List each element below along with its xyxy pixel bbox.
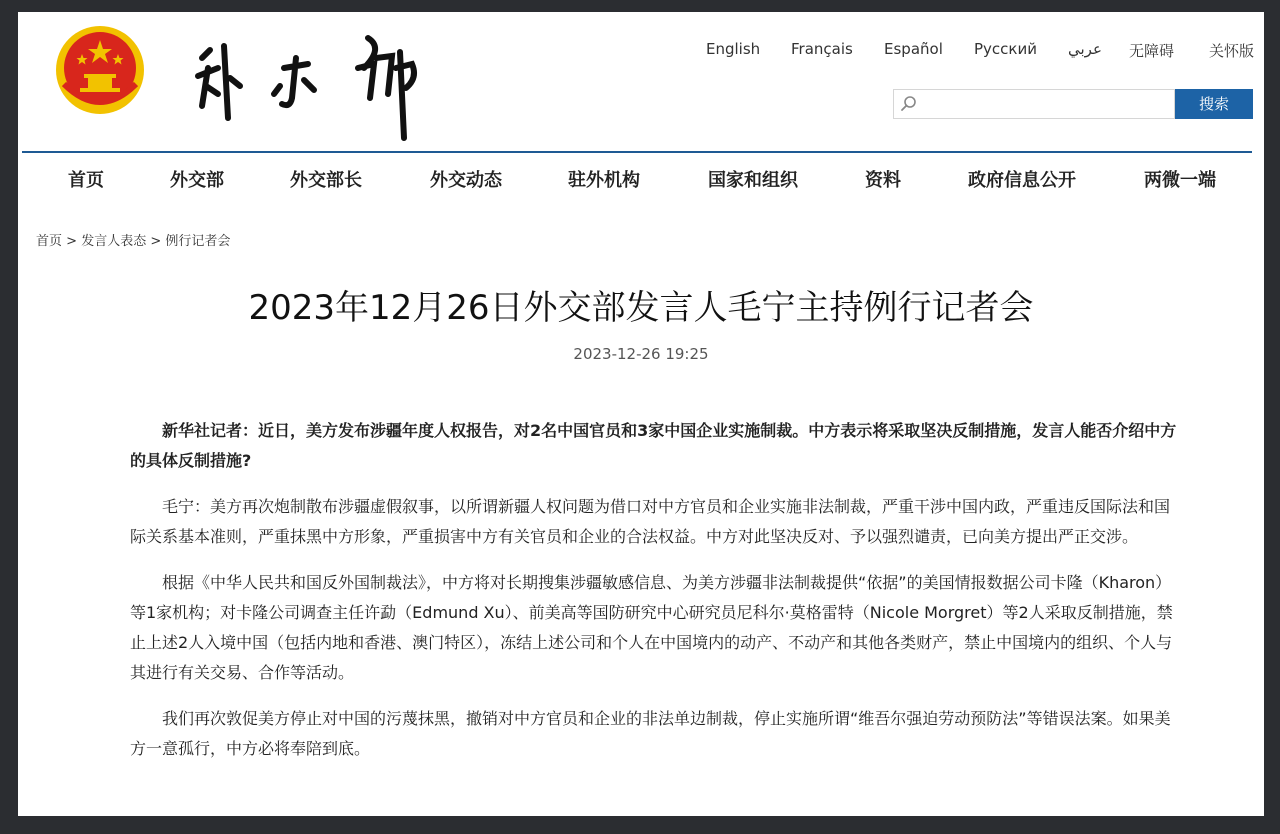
article-paragraph-question: 新华社记者：近日，美方发布涉疆年度人权报告，对2名中国官员和3家中国企业实施制裁。中方表示将采取坚决反制措施，发言人能否介绍中方的具体反制措施? bbox=[130, 421, 1177, 470]
lang-russian-link[interactable]: Русский bbox=[974, 40, 1037, 58]
lang-spanish-link[interactable]: Español bbox=[884, 40, 943, 58]
accessibility-link[interactable]: 无障碍 bbox=[1129, 42, 1175, 60]
nav-item-missions-abroad[interactable]: 驻外机构 bbox=[568, 170, 640, 191]
lang-french-link[interactable]: Français bbox=[791, 40, 853, 58]
breadcrumb-press-conference-link[interactable]: 例行记者会 bbox=[165, 234, 231, 249]
main-nav bbox=[18, 166, 1264, 196]
nav-item-countries[interactable]: 国家和组织 bbox=[708, 170, 798, 191]
nav-item-diplomatic-news[interactable]: 外交动态 bbox=[430, 170, 502, 191]
nav-item-minister[interactable]: 外交部长 bbox=[290, 170, 362, 191]
nav-item-resources[interactable]: 资料 bbox=[865, 170, 901, 191]
breadcrumb bbox=[36, 230, 230, 249]
article-paragraph: 根据《中华人民共和国反外国制裁法》，中方将对长期搜集涉疆敏感信息、为美方涉疆非法制裁提供“依据”的美国情报数据公司卡隆（Kharon）等1家机构；对卡隆公司调查主任许勐（Edmund Xu）、前美高等国防研究中心研究员尼科尔·莫格雷特（Nicole Morgret）等2人采取反制措施，禁止上述2人入境中国（包括内地和香港、澳门特区），冻结上述公司和个人在中国境内的动产、不动产和其他各类财产，禁止中国境内的组织、个人与其进行有关交易、合作等活动。 bbox=[130, 573, 1173, 682]
article-paragraph: 我们再次敦促美方停止对中国的污蔑抹黑，撤销对中方官员和企业的非法单边制裁，停止实施所谓“维吾尔强迫劳动预防法”等错误法案。如果美方一意孤行，中方必将奉陪到底。 bbox=[130, 709, 1171, 758]
browser-screen bbox=[18, 12, 1264, 816]
search-icon bbox=[900, 95, 918, 113]
article-body bbox=[130, 416, 1178, 780]
breadcrumb-home-link[interactable]: 首页 bbox=[36, 234, 63, 249]
page-title: 2023年12月26日外交部发言人毛宁主持例行记者会 bbox=[248, 288, 1034, 328]
breadcrumb-spokesperson-link[interactable]: 发言人表态 bbox=[81, 234, 147, 249]
nav-item-ministry[interactable]: 外交部 bbox=[170, 170, 224, 191]
lang-english-link[interactable]: English bbox=[706, 40, 761, 58]
article-paragraph: 毛宁：美方再次炮制散布涉疆虚假叙事，以所谓新疆人权问题为借口对中方官员和企业实施非法制裁，严重干涉中国内政，严重违反国际法和国际关系基本准则，严重抹黑中方形象，严重损害中方有关官员和企业的合法权益。中方对此坚决反对、予以强烈谴责，已向美方提出严正交涉。 bbox=[130, 497, 1171, 546]
nav-item-gov-info[interactable]: 政府信息公开 bbox=[968, 170, 1076, 191]
lang-arabic-link[interactable]: عربي bbox=[1068, 40, 1102, 58]
breadcrumb-separator: > bbox=[150, 234, 162, 249]
national-emblem-logo[interactable] bbox=[54, 24, 146, 116]
search-input[interactable] bbox=[893, 89, 1175, 119]
language-bar bbox=[18, 40, 1264, 64]
publish-date: 2023-12-26 19:25 bbox=[573, 345, 709, 363]
nav-item-social[interactable]: 两微一端 bbox=[1144, 170, 1216, 191]
search-button[interactable]: 搜索 bbox=[1175, 89, 1253, 119]
nav-item-home[interactable]: 首页 bbox=[68, 170, 104, 191]
nav-divider bbox=[22, 151, 1252, 153]
elder-care-mode-link[interactable]: 关怀版 bbox=[1209, 42, 1255, 60]
breadcrumb-separator: > bbox=[66, 234, 78, 249]
